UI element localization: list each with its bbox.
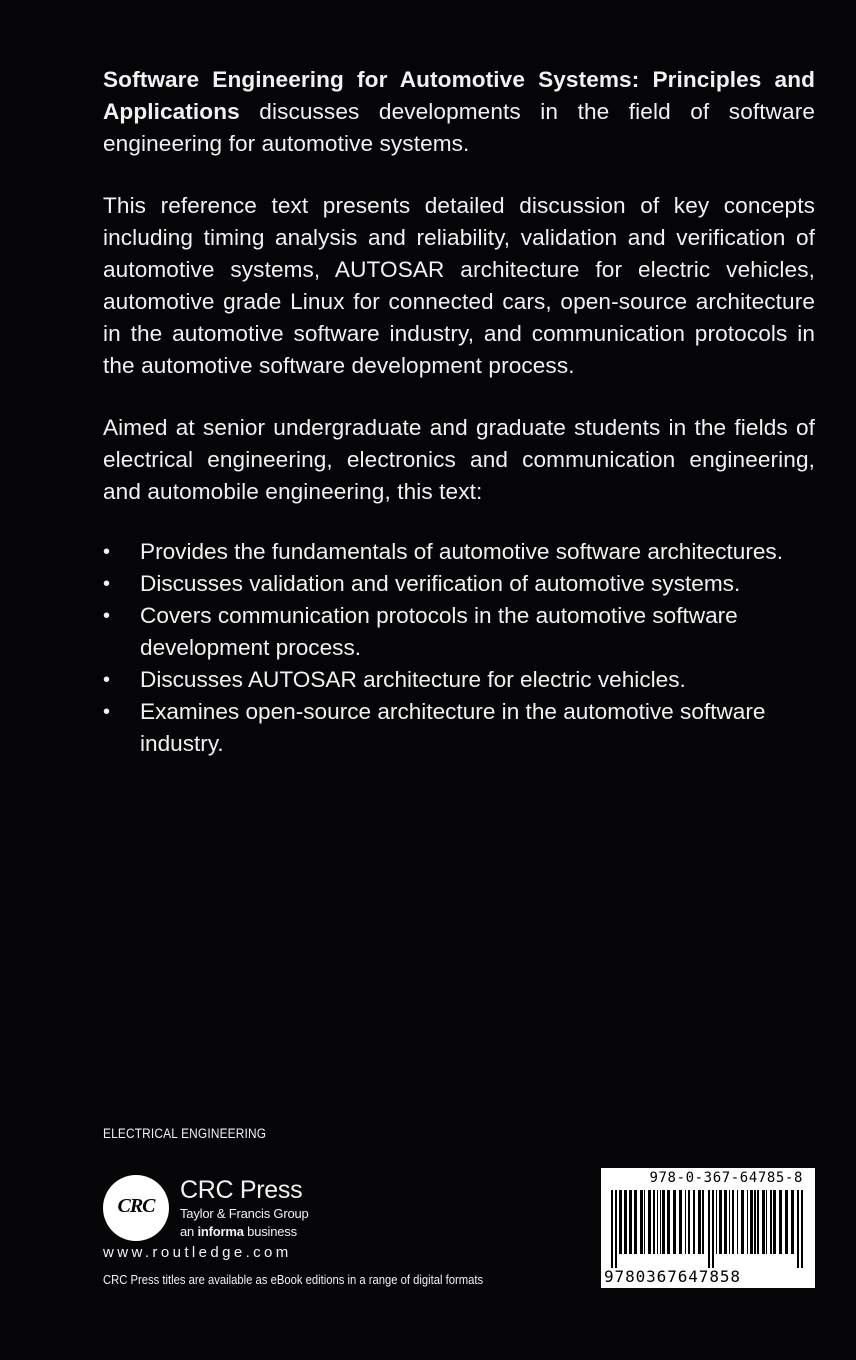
barcode-bar (773, 1190, 776, 1254)
barcode-bar (644, 1190, 645, 1254)
barcode-bar (624, 1190, 627, 1254)
publisher-block (180, 1176, 309, 1241)
barcode-bar (719, 1190, 722, 1254)
barcode-bar (741, 1190, 744, 1254)
barcode-bar (660, 1190, 661, 1254)
barcode-bar (648, 1190, 651, 1254)
publisher-group: Taylor & Francis Group (180, 1206, 309, 1221)
barcode-bar (724, 1190, 727, 1254)
barcode-bar (611, 1190, 613, 1268)
description-paragraph: This reference text presents detailed discussion of key concepts including timing analysis and reliability, validation and verification of automotive systems, AUTOSAR architecture for electric vehicles, automotive grade Linux for connected cars, open-source architecture in the automotive software industry, and communication protocols in the automotive software development process. (103, 193, 815, 378)
barcode-bar (732, 1190, 734, 1254)
barcode-bar (662, 1190, 665, 1254)
barcode-bar (801, 1190, 803, 1268)
barcode-bar (634, 1190, 637, 1254)
intro-paragraph (103, 64, 815, 160)
barcode-bar (737, 1190, 738, 1254)
publisher-business (180, 1223, 309, 1241)
barcode-bar (685, 1190, 686, 1254)
list-item-text: Examines open-source architecture in the automotive software industry. (140, 699, 766, 756)
barcode-bars-icon (609, 1190, 807, 1270)
barcode-bar (615, 1190, 617, 1268)
barcode-bar (698, 1190, 701, 1254)
bullet-icon: • (103, 701, 111, 723)
list-item-text: Provides the fundamentals of automotive software architectures. (140, 539, 783, 564)
barcode-bar (779, 1190, 782, 1254)
biz-prefix: an (180, 1224, 198, 1239)
subject-category: ELECTRICAL ENGINEERING (103, 1126, 267, 1141)
barcode-bar (693, 1190, 695, 1254)
barcode-bar (785, 1190, 788, 1254)
book-title: Software Engineering for Automotive Systems: Principles and Applications (103, 67, 815, 124)
ean-digits: 9780367647858 (604, 1267, 741, 1286)
barcode-bar (667, 1190, 670, 1254)
bullet-icon: • (103, 573, 111, 595)
list-item (103, 696, 815, 760)
list-item-text: Discusses AUTOSAR architecture for electric vehicles. (140, 667, 686, 692)
barcode-bar (716, 1190, 717, 1254)
list-item (103, 536, 815, 568)
bullet-icon: • (103, 605, 111, 627)
barcode-bar (754, 1190, 756, 1254)
barcode-bar (619, 1190, 622, 1254)
isbn-number: 978-0-367-64785-8 (649, 1170, 803, 1186)
biz-bold: informa (197, 1224, 244, 1239)
list-item (103, 568, 815, 600)
barcode-bar (712, 1190, 714, 1268)
barcode-bar (797, 1190, 799, 1268)
barcode-bar (702, 1190, 704, 1254)
barcode-bar (657, 1190, 658, 1254)
list-item-text: Covers communication protocols in the automotive software development process. (140, 603, 738, 660)
barcode-bar (762, 1190, 765, 1254)
list-item (103, 664, 815, 696)
barcode-bar (679, 1190, 682, 1254)
publisher-name: CRC Press (180, 1176, 303, 1204)
barcode-bar (770, 1190, 772, 1254)
barcode-bar (629, 1190, 632, 1254)
bullet-icon: • (103, 541, 111, 563)
bullet-icon: • (103, 669, 111, 691)
barcode-bar (673, 1190, 676, 1254)
logo-text: CRC (117, 1195, 155, 1217)
publisher-website[interactable]: www.routledge.com (103, 1244, 292, 1261)
barcode-bar (750, 1190, 753, 1254)
biz-suffix: business (243, 1224, 297, 1239)
back-cover-text (103, 64, 815, 760)
barcode-bar (757, 1190, 759, 1254)
feature-list (103, 536, 815, 760)
barcode-bar (747, 1190, 748, 1254)
audience-paragraph: Aimed at senior undergraduate and graduate students in the fields of electrical engineering, electronics and communication engineering, and automobile engineering, this text: (103, 415, 815, 504)
barcode-bar (766, 1190, 767, 1254)
list-item-text: Discusses validation and verification of automotive systems. (140, 571, 741, 596)
barcode-bar (688, 1190, 690, 1254)
barcode-bar (708, 1190, 710, 1268)
barcode-bar (653, 1190, 655, 1254)
intro-rest: discusses developments in the field of software engineering for automotive systems. (103, 99, 815, 156)
barcode-bar (791, 1190, 794, 1254)
isbn-barcode (601, 1168, 815, 1288)
list-item (103, 600, 815, 664)
barcode-bar (640, 1190, 643, 1254)
crc-logo-icon (103, 1175, 169, 1241)
ebook-note: CRC Press titles are available as eBook editions in a range of digital formats (103, 1273, 484, 1287)
barcode-bar (729, 1190, 730, 1254)
